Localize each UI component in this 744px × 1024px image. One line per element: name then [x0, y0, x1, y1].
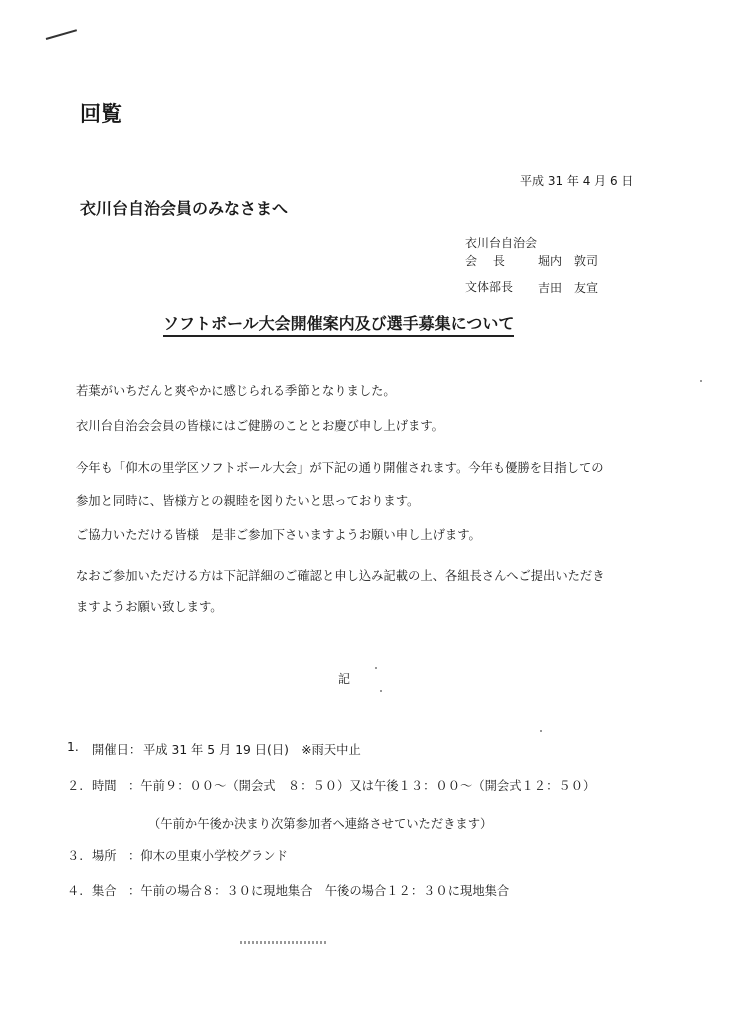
item-number: ２.: [67, 779, 84, 793]
item-text: ：仰木の里東小学校グランド: [128, 849, 288, 863]
body-paragraph-line: ますようお願い致します。: [76, 600, 223, 614]
footer-print-mark: [240, 941, 326, 944]
item-label: 時間: [92, 779, 117, 793]
sender-role-culture: 文体部長: [465, 280, 514, 294]
scan-speck: [380, 690, 382, 692]
item-label: 集合: [92, 884, 117, 898]
sender-org: 衣川台自治会: [465, 236, 538, 250]
scan-speck: [540, 730, 542, 732]
item-text: ：午前９：００～（開会式 ８：５０）又は午後１３：００～（開会式１２：５０）: [128, 779, 596, 793]
body-paragraph-line: 参加と同時に、皆様方との親睦を図りたいと思っております。: [76, 494, 420, 508]
circulation-heading: 回覧: [80, 102, 122, 126]
document-title: ソフトボール大会開催案内及び選手募集について: [163, 311, 514, 337]
sender-name-culture: 吉田 友宣: [538, 281, 599, 295]
body-paragraph-line: 若葉がいちだんと爽やかに感じられる季節となりました。: [76, 384, 396, 398]
body-paragraph-line: なおご参加いただける方は下記詳細のご確認と申し込み記載の上、各組長さんへご提出いただき: [76, 569, 605, 583]
pen-stroke-mark: [46, 29, 77, 40]
body-paragraph-line: 今年も「仰木の里学区ソフトボール大会」が下記の通り開催されます。今年も優勝を目指しての: [76, 461, 604, 475]
item-text: 平成 31 年 5 月 19 日(日) ※雨天中止: [143, 743, 361, 757]
addressee: 衣川台自治会員のみなさまへ: [80, 199, 289, 218]
item-text: ：午前の場合８：３０に現地集合 午後の場合１２：３０に現地集合: [128, 884, 510, 898]
document-date: 平成 31 年 4 月 6 日: [520, 174, 634, 188]
item-label: 場所: [92, 849, 117, 863]
scan-speck: [700, 380, 702, 382]
sender-name-chair: 堀内 敦司: [538, 254, 599, 268]
item-number: ３.: [67, 849, 84, 863]
item-number: ４.: [67, 884, 84, 898]
body-paragraph-line: ご協力いただける皆様 是非ご参加下さいますようお願い申し上げます。: [76, 528, 481, 542]
scan-speck: [375, 667, 377, 669]
item-label: 開催日：: [92, 743, 142, 757]
ki-heading: 記: [338, 672, 351, 686]
body-paragraph-line: 衣川台自治会会員の皆様にはご健勝のこととお慶び申し上げます。: [76, 419, 444, 433]
sender-role-chair: 会 長: [465, 254, 505, 268]
item-number: 1.: [67, 740, 79, 754]
item-note: （午前か午後か決まり次第参加者へ連絡させていただきます）: [148, 817, 493, 831]
